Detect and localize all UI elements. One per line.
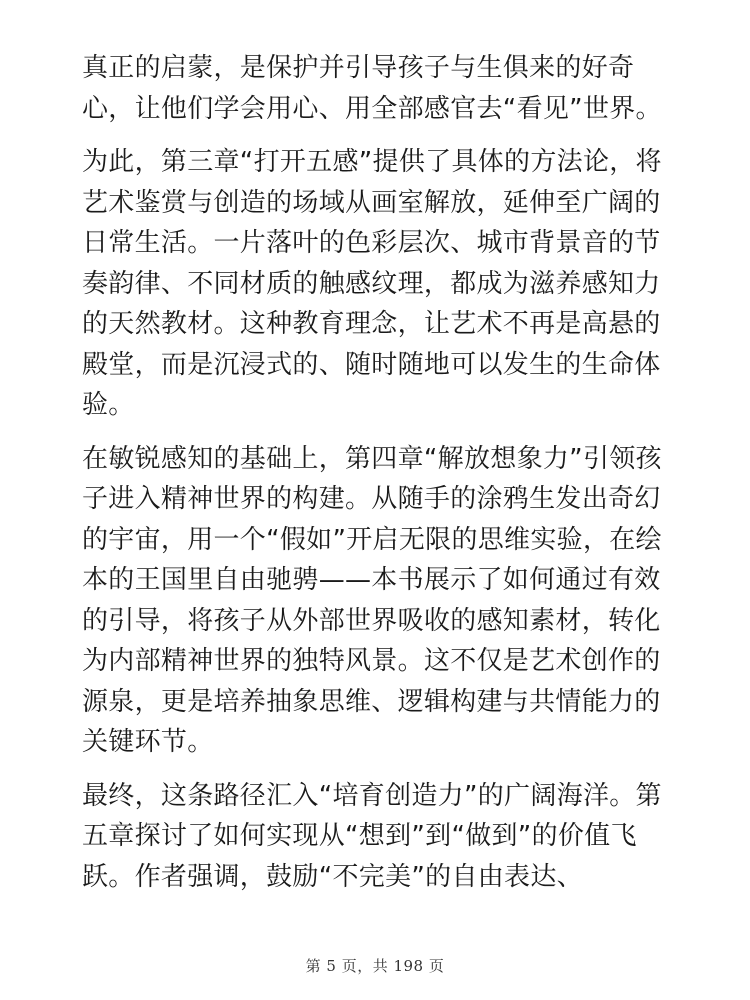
paragraph: 最终，这条路径汇入“培育创造力”的广阔海洋。第五章探讨了如何实现从“想到”到“做到”的价值飞跃。作者强调，鼓励“不完美”的自由表达、 xyxy=(82,780,662,892)
paragraph: 真正的启蒙，是保护并引导孩子与生俱来的好奇心，让他们学会用心、用全部感官去“看见”世界。 xyxy=(82,53,662,124)
page-number: 第 5 页，共 198 页 xyxy=(305,957,445,975)
paragraph: 为此，第三章“打开五感”提供了具体的方法论，将艺术鉴赏与创造的场域从画室解放，延伸至广阔的日常生活。一片落叶的色彩层次、城市背景音的节奏韵律、不同材质的触感纹理，都成为滋养感知力的天然教材。这种教育理念，让艺术不再是高悬的殿堂，而是沉浸式的、随时随地可以发生的生命体验。 xyxy=(82,147,662,420)
paragraph: 在敏锐感知的基础上，第四章“解放想象力”引领孩子进入精神世界的构建。从随手的涂鸦生发出奇幻的宇宙，用一个“假如”开启无限的思维实验，在绘本的王国里自由驰骋——本书展示了如何通过有效的引导，将孩子从外部世界吸收的感知素材，转化为内部精神世界的独特风景。这不仅是艺术创作的源泉，更是培养抽象思维、逻辑构建与共情能力的关键环节。 xyxy=(82,443,662,757)
body-text xyxy=(82,48,672,910)
